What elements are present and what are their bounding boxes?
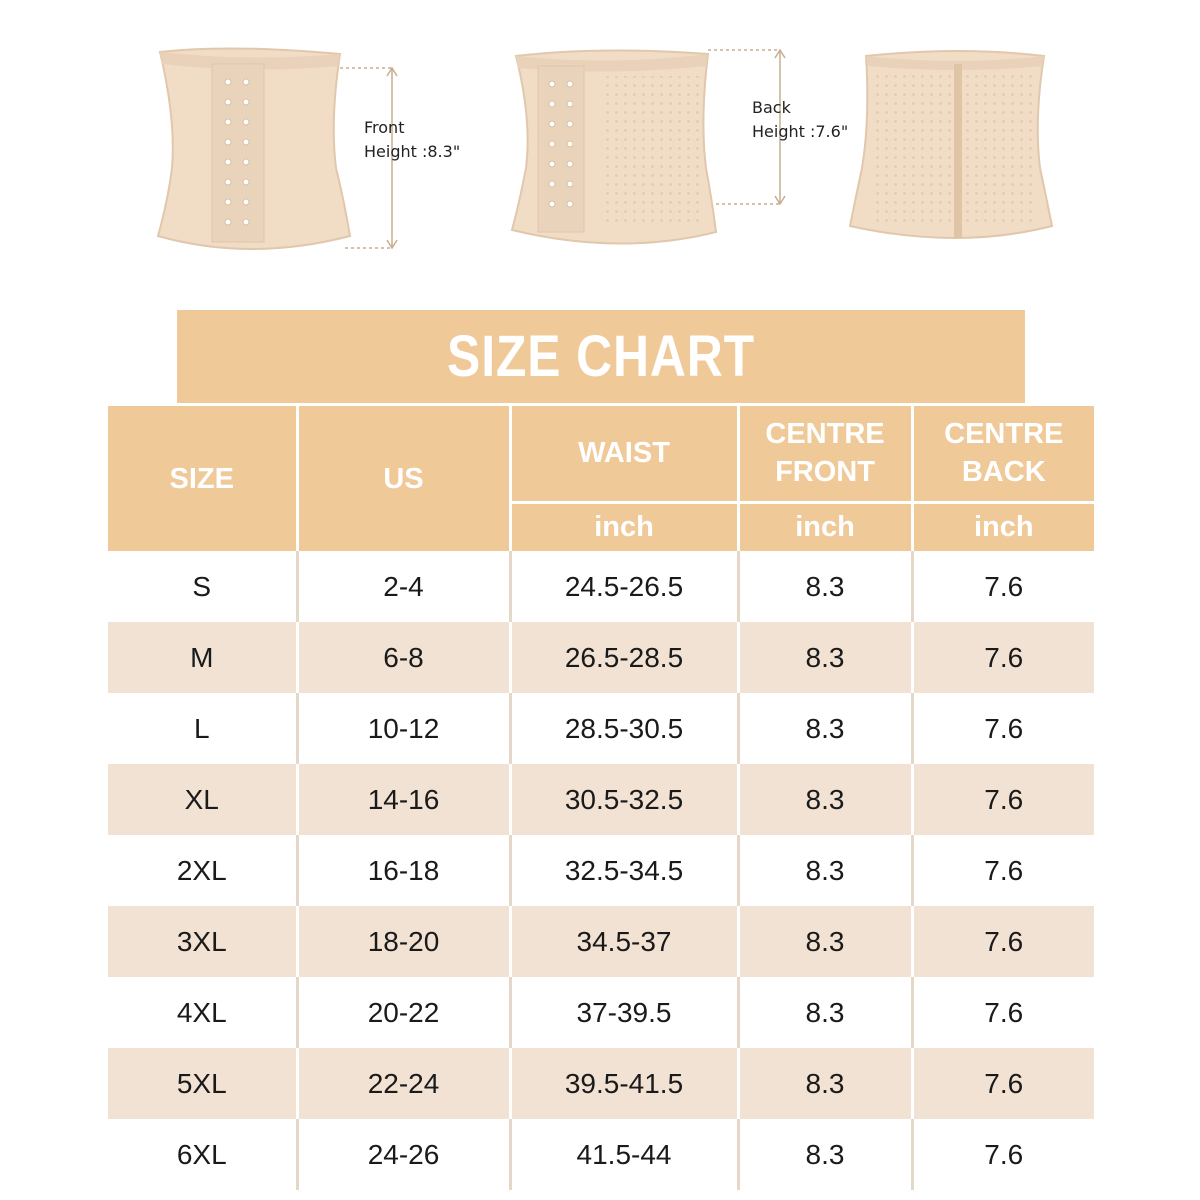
header-size: SIZE [108, 406, 297, 551]
size-chart [108, 310, 1094, 1200]
cell-centre-front: 8.3 [738, 835, 912, 906]
cell-size: 3XL [108, 906, 297, 977]
cell-centre-back: 7.6 [912, 693, 1094, 764]
cell-waist: 24.5-26.5 [510, 551, 738, 622]
cell-waist: 32.5-34.5 [510, 835, 738, 906]
cell-us: 6-8 [297, 622, 510, 693]
cell-centre-front: 8.3 [738, 551, 912, 622]
cell-waist: 26.5-28.5 [510, 622, 738, 693]
size-chart-header [108, 406, 1094, 551]
cell-centre-front: 8.3 [738, 622, 912, 693]
cell-us: 24-26 [297, 1119, 510, 1190]
size-chart-body [108, 551, 1094, 1190]
cell-waist: 39.5-41.5 [510, 1048, 738, 1119]
cell-centre-back: 7.6 [912, 1119, 1094, 1190]
table-row [108, 906, 1094, 977]
size-chart-table [108, 406, 1094, 1190]
product-illustrations [0, 0, 1200, 300]
cell-size: 5XL [108, 1048, 297, 1119]
unit-waist: inch [510, 502, 738, 551]
cell-size: 6XL [108, 1119, 297, 1190]
cell-centre-front: 8.3 [738, 906, 912, 977]
cell-centre-back: 7.6 [912, 1048, 1094, 1119]
table-row [108, 622, 1094, 693]
cell-waist: 28.5-30.5 [510, 693, 738, 764]
cell-centre-back: 7.6 [912, 764, 1094, 835]
table-row [108, 693, 1094, 764]
cell-centre-front: 8.3 [738, 977, 912, 1048]
table-row [108, 977, 1094, 1048]
cell-us: 22-24 [297, 1048, 510, 1119]
unit-centre-front: inch [738, 502, 912, 551]
cell-us: 20-22 [297, 977, 510, 1048]
cell-centre-back: 7.6 [912, 977, 1094, 1048]
cell-centre-back: 7.6 [912, 906, 1094, 977]
table-row [108, 764, 1094, 835]
back-height-label-line2: Height :7.6" [752, 122, 849, 141]
cell-us: 14-16 [297, 764, 510, 835]
cell-size: XL [108, 764, 297, 835]
front-height-label-line2: Height :8.3" [364, 142, 461, 161]
cell-us: 10-12 [297, 693, 510, 764]
cell-size: 4XL [108, 977, 297, 1048]
cell-centre-front: 8.3 [738, 1119, 912, 1190]
cell-centre-front: 8.3 [738, 693, 912, 764]
cell-waist: 37-39.5 [510, 977, 738, 1048]
cell-waist: 41.5-44 [510, 1119, 738, 1190]
header-centre-back: CENTRE BACK [912, 406, 1094, 502]
product-images [0, 0, 1200, 300]
table-row [108, 1048, 1094, 1119]
cell-size: 2XL [108, 835, 297, 906]
cell-centre-back: 7.6 [912, 835, 1094, 906]
cell-size: S [108, 551, 297, 622]
back-view-garment [850, 51, 1052, 238]
cell-us: 2-4 [297, 551, 510, 622]
size-chart-title: SIZE CHART [177, 310, 1025, 406]
cell-centre-back: 7.6 [912, 551, 1094, 622]
table-row [108, 551, 1094, 622]
cell-size: M [108, 622, 297, 693]
cell-size: L [108, 693, 297, 764]
table-row [108, 1119, 1094, 1190]
cell-us: 18-20 [297, 906, 510, 977]
cell-waist: 30.5-32.5 [510, 764, 738, 835]
cell-centre-front: 8.3 [738, 764, 912, 835]
header-us: US [297, 406, 510, 551]
header-centre-front: CENTRE FRONT [738, 406, 912, 502]
front-height-label-line1: Front [364, 118, 405, 137]
header-waist: WAIST [510, 406, 738, 502]
unit-centre-back: inch [912, 502, 1094, 551]
side-view-garment [512, 50, 716, 243]
cell-centre-front: 8.3 [738, 1048, 912, 1119]
back-height-label-line1: Back [752, 98, 791, 117]
cell-centre-back: 7.6 [912, 622, 1094, 693]
cell-waist: 34.5-37 [510, 906, 738, 977]
front-view-garment [158, 48, 350, 249]
cell-us: 16-18 [297, 835, 510, 906]
table-row [108, 835, 1094, 906]
